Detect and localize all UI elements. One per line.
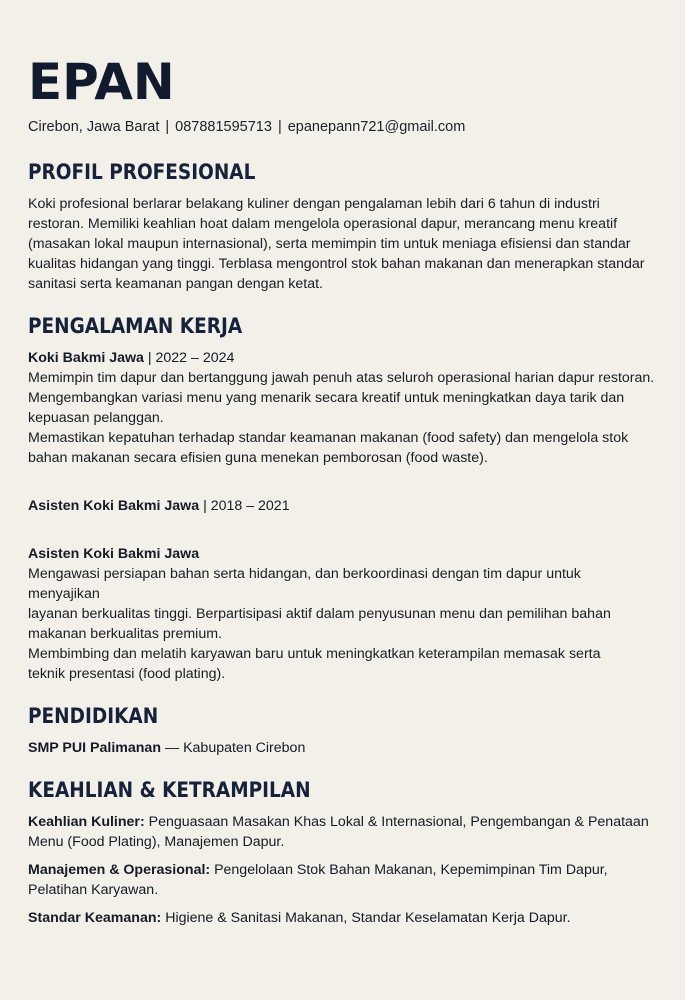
education-entry — [28, 738, 655, 758]
separator: | — [277, 119, 282, 135]
profile-line: (masakan lokal maupun internasional), serta memimpin tim untuk meniaga efisiensi dan standar — [28, 236, 631, 252]
profile-section — [28, 158, 655, 294]
job-line: bahan makanan secara efisien guna menekan pemborosan (food waste). — [28, 450, 488, 466]
skill-text: Higiene & Sanitasi Makanan, Standar Keselamatan Kerja Dapur. — [161, 910, 571, 926]
profile-heading: PROFIL PROFESIONAL — [28, 160, 256, 184]
contact-line — [28, 116, 655, 138]
job-line: layanan berkualitas tinggi. Berpartisipasi aktif dalam penyusunan menu dan pemilihan bahan — [28, 606, 611, 622]
job-entry — [28, 544, 655, 684]
job-entry — [28, 496, 655, 516]
experience-section — [28, 312, 655, 684]
profile-line: Koki profesional berlarar belakang kuliner dengan pengalaman lebih dari 6 tahun di industri — [28, 196, 600, 212]
job-period: | 2022 – 2024 — [147, 350, 235, 366]
phone-text: 087881595713 — [175, 119, 272, 135]
candidate-name: EPAN — [28, 53, 175, 111]
school-place: — Kabupaten Cirebon — [161, 740, 306, 756]
job-line: teknik presentasi (food plating). — [28, 666, 226, 682]
job-line: Mengawasi persiapan bahan serta hidangan, dan berkoordinasi dengan tim dapur untuk menyajikan — [28, 566, 581, 602]
skill-item — [28, 812, 655, 852]
experience-heading: PENGALAMAN KERJA — [28, 314, 243, 338]
skill-item — [28, 908, 655, 928]
location-text: Cirebon, Jawa Barat — [28, 119, 160, 135]
skill-label: Keahlian Kuliner: — [28, 814, 145, 830]
job-header — [28, 544, 655, 564]
job-line: kepuasan pelanggan. — [28, 410, 164, 426]
profile-line: kualitas hidangan yang tinggi. Terblasa mengontrol stok bahan makanan dan menerapkan standar — [28, 256, 645, 272]
job-line: makanan berkualitas premium. — [28, 626, 222, 642]
skill-text: Pengelolaan Stok Bahan Makanan, Kepemimpinan Tim Dapur, Pelatihan Karyawan. — [28, 862, 608, 898]
separator: | — [165, 119, 170, 135]
job-title: Koki Bakmi Jawa — [28, 350, 144, 366]
job-line: Membimbing dan melatih karyawan baru untuk meningkatkan keterampilan memasak serta — [28, 646, 601, 662]
job-line: Memimpin tim dapur dan bertanggung jawah penuh atas seluroh operasional harian dapur restoran. — [28, 370, 655, 386]
job-entry — [28, 348, 655, 468]
skill-label: Manajemen & Operasional: — [28, 862, 211, 878]
job-period: | 2018 – 2021 — [203, 498, 290, 514]
skills-section — [28, 776, 655, 928]
profile-line: restoran. Memiliki keahlian hoat dalam mengelola operasional dapur, merancang menu kreatif — [28, 216, 618, 232]
education-heading: PENDIDIKAN — [28, 704, 159, 728]
job-header — [28, 496, 655, 516]
job-header — [28, 348, 655, 368]
skills-heading: KEAHLIAN & KETRAMPILAN — [28, 778, 311, 802]
job-title: Asisten Koki Bakmi Jawa — [28, 498, 200, 514]
school-name: SMP PUI Palimanan — [28, 740, 161, 756]
skill-label: Standar Keamanan: — [28, 910, 162, 926]
job-line: Memastikan kepatuhan terhadap standar keamanan makanan (food safety) dan mengelola stok — [28, 430, 629, 446]
job-line: Mengembangkan variasi menu yang menarik secara kreatif untuk meningkatkan daya tarik dan — [28, 390, 625, 406]
education-section — [28, 702, 655, 758]
email-text: epanepann721@gmail.com — [287, 119, 466, 135]
skill-text: Penguasaan Masakan Khas Lokal & Internasional, Pengembangan & Penataan Menu (Food Plating), Manajemen Dapur. — [28, 814, 649, 850]
job-title: Asisten Koki Bakmi Jawa — [28, 546, 200, 562]
profile-line: sanitasi serta keamanan pangan dengan ketat. — [28, 276, 323, 292]
skill-item — [28, 860, 655, 900]
